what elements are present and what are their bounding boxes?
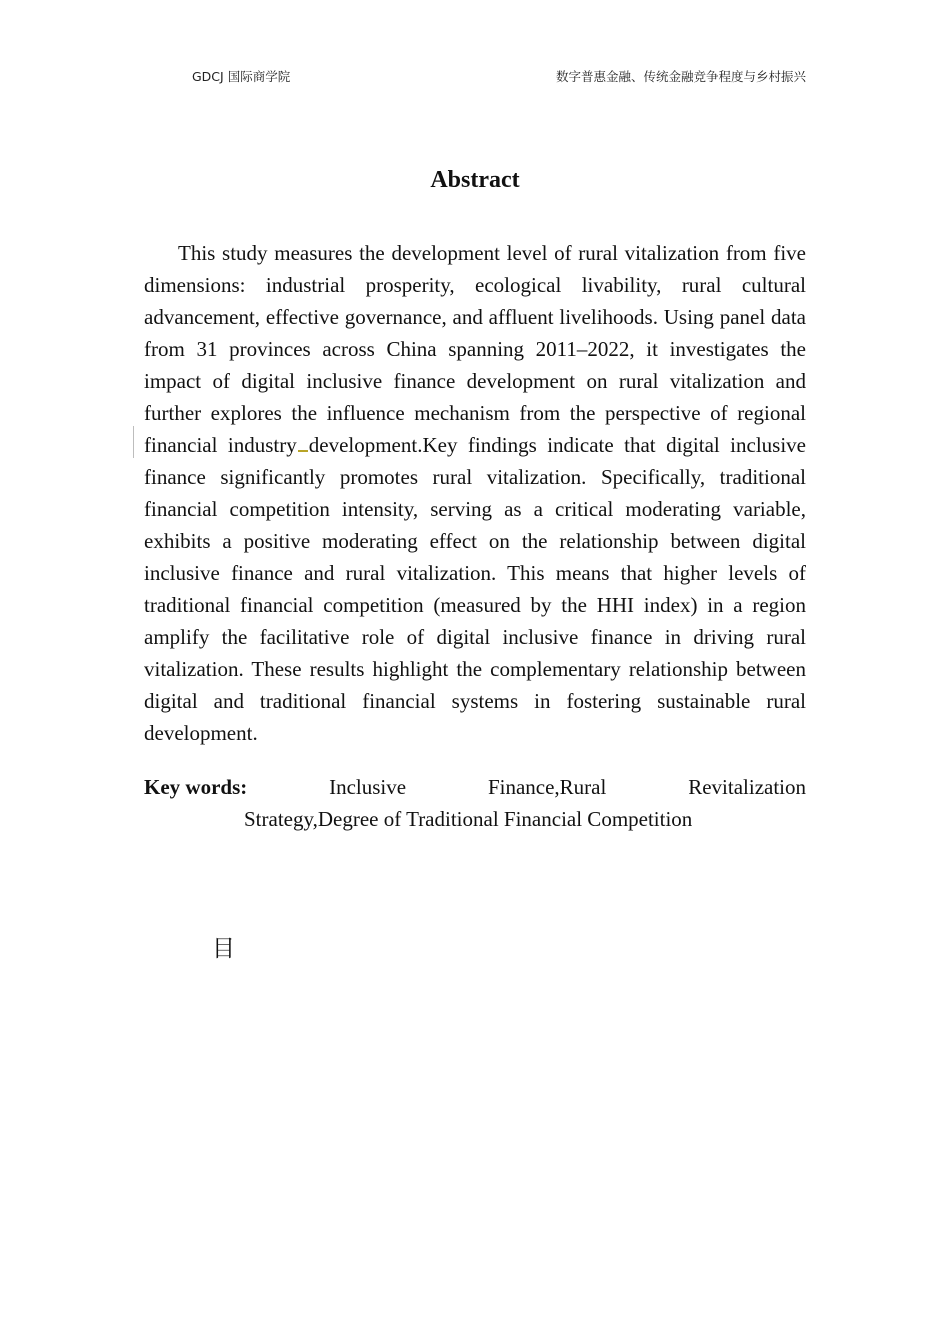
- abstract-text-part2: development.Key findings indicate that digital inclusive finance significantly promotes rural vitalization. Specifically, traditional financial competition intensity, serving as a critical moderating variable, exhibits a positive moderating effect on the relationship between digital inclusive finance and rural vitalization. This means that higher levels of traditional financial competition (measured by the HHI index) in a region amplify the facilitative role of digital inclusive finance in driving rural vitalization. These results highlight the complementary relationship between digital and traditional financial systems in fostering sustainable rural development.: [144, 433, 806, 745]
- margin-change-bar: [133, 426, 134, 458]
- abstract-title: Abstract: [430, 167, 520, 193]
- header-right-text: 数字普惠金融、传统金融竞争程度与乡村振兴: [555, 69, 806, 84]
- keywords-block: [144, 771, 806, 835]
- keyword-word2: Finance,Rural: [487, 775, 607, 799]
- edit-mark-icon: [298, 450, 308, 452]
- header-left-text: GDCJ 国际商学院: [192, 69, 291, 84]
- abstract-body: [144, 237, 806, 749]
- keyword-word3: Revitalization: [688, 775, 806, 799]
- toc-heading-char: 目: [212, 936, 235, 962]
- keywords-label: Key words:: [144, 775, 248, 799]
- keywords-line2: Strategy,Degree of Traditional Financial Competition: [244, 807, 693, 831]
- keyword-word1: Inclusive: [329, 775, 407, 799]
- keywords-line1: [144, 771, 806, 803]
- abstract-text-part1: This study measures the development level of rural vitalization from five dimensions: industrial prosperity, ecological livability, rural cultural advancement, effective governance, and affluent livelihoods. Using panel data from 31 provinces across China spanning 2011–2022, it investigates the impact of digital inclusive finance development on rural vitalization and further explores the influence mechanism from the perspective of regional financial industry: [144, 241, 806, 457]
